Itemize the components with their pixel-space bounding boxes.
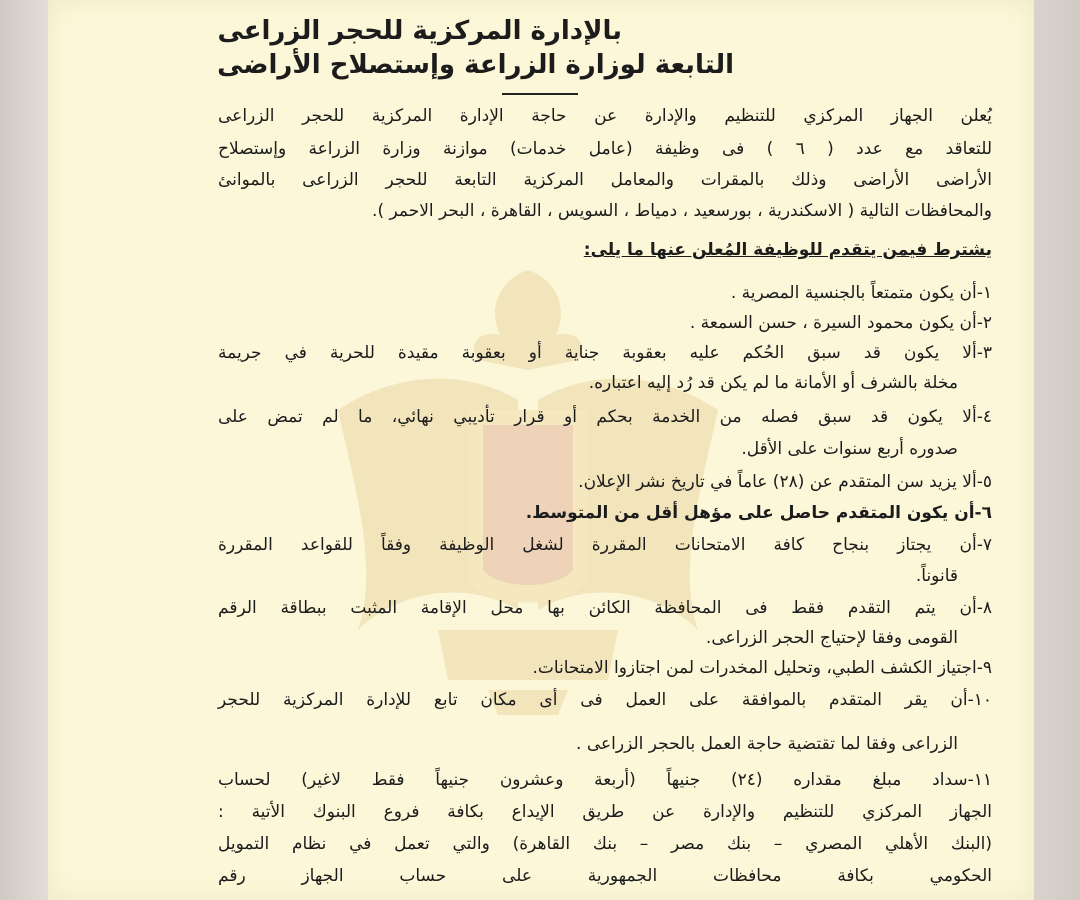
condition-3-cont: مخلة بالشرف أو الأمانة ما لم يكن قد رُد إليه اعتباره. xyxy=(588,373,958,393)
condition-text: ألا يزيد سن المتقدم عن (٢٨) عاماً في تاريخ نشر الإعلان. xyxy=(578,472,977,492)
condition-11-cont-2: (البنك الأهلي المصري – بنك مصر – بنك القاهرة) والتي تعمل في نظام التمويل xyxy=(218,834,992,854)
condition-11 xyxy=(218,770,992,790)
condition-8-cont: القومى وفقا لإحتياج الحجر الزراعى. xyxy=(705,628,958,648)
condition-number: ١٠- xyxy=(967,690,992,710)
condition-4 xyxy=(218,407,992,427)
condition-5 xyxy=(578,472,992,492)
condition-number: ٧- xyxy=(976,535,992,555)
condition-text: أن يكون محمود السيرة ، حسن السمعة . xyxy=(689,313,977,333)
condition-number: ٣- xyxy=(976,343,992,363)
condition-number: ٥- xyxy=(976,472,992,492)
condition-11-cont-3: الحكومي بكافة محافظات الجمهورية على حساب الجهاز رقم xyxy=(218,866,992,886)
left-margin xyxy=(0,0,48,900)
condition-text: ألا يكون قد سبق فصله من الخدمة بحكم أو قرار تأديبي نهائي، ما لم تمض على xyxy=(218,407,977,427)
condition-2 xyxy=(690,313,992,333)
condition-10-cont: الزراعى وفقا لما تقتضية حاجة العمل بالحجر الزراعى . xyxy=(576,734,958,754)
condition-9 xyxy=(532,658,992,678)
condition-number: ٢- xyxy=(976,313,992,333)
condition-text: أن يقر المتقدم بالموافقة على العمل فى أى مكان تابع للإدارة المركزية للحجر xyxy=(218,690,968,710)
condition-4-cont: صدوره أربع سنوات على الأقل. xyxy=(741,439,958,459)
intro-line-4: والمحافظات التالية ( الاسكندرية ، بورسعيد ، دمياط ، السويس ، القاهرة ، البحر الاحمر ). xyxy=(372,201,992,221)
condition-number: ١١- xyxy=(967,770,993,790)
intro-line-1: يُعلن الجهاز المركزي للتنظيم والإدارة عن حاجة الإدارة المركزية للحجر الزراعى xyxy=(218,106,992,126)
condition-text: أن يكون المتقدم حاصل على مؤهل أقل من المتوسط. xyxy=(525,503,975,523)
condition-number: ٨- xyxy=(976,598,992,618)
intro-line-2: للتعاقد مع عدد ( ٦ ) فى وظيفة (عامل خدمات) موازنة وزارة الزراعة وإستصلاح xyxy=(218,139,992,159)
right-margin xyxy=(1034,0,1080,900)
condition-text: أن يجتاز بنجاح كافة الامتحانات المقررة لشغل الوظيفة وفقاً للقواعد المقررة xyxy=(218,535,977,555)
condition-number: ٤- xyxy=(976,407,992,427)
condition-number: ٩- xyxy=(976,658,992,678)
header-line-2: التابعة لوزارة الزراعة وإستصلاح الأراضى xyxy=(217,50,734,80)
condition-7-cont: قانوناً. xyxy=(915,566,958,586)
header-divider xyxy=(502,93,578,95)
condition-text: أن يتم التقدم فقط فى المحافظة الكائن بها محل الإقامة المثبت ببطاقة الرقم xyxy=(218,598,977,618)
condition-6 xyxy=(526,503,992,523)
condition-text: سداد مبلغ مقداره (٢٤) جنيهاً (أربعة وعشرون جنيهاً فقط لاغير) لحساب xyxy=(218,770,968,790)
document-paper xyxy=(48,0,1034,900)
intro-line-3: الأراضى الأراضى وذلك بالمقرات والمعامل المركزية التابعة للحجر الزراعى بالموانئ xyxy=(218,170,992,190)
condition-text: أن يكون متمتعاً بالجنسية المصرية . xyxy=(730,283,977,303)
condition-text: ألا يكون قد سبق الحُكم عليه بعقوبة جناية أو بعقوبة مقيدة للحرية في جريمة xyxy=(218,343,977,363)
condition-8 xyxy=(218,598,992,618)
condition-10 xyxy=(218,690,992,710)
header-line-1: بالإدارة المركزية للحجر الزراعى xyxy=(217,16,622,46)
conditions-heading: يشترط فيمن يتقدم للوظيفة المُعلن عنها ما يلى: xyxy=(583,240,992,260)
condition-number: ١- xyxy=(976,283,992,303)
condition-text: اجتياز الكشف الطبي، وتحليل المخدرات لمن اجتازوا الامتحانات. xyxy=(532,658,977,678)
condition-11-cont-1: الجهاز المركزي للتنظيم والإدارة عن طريق الإيداع بكافة فروع البنوك الأتية : xyxy=(218,802,992,822)
document-body xyxy=(48,0,1034,900)
condition-number: ٦- xyxy=(974,503,992,523)
condition-1 xyxy=(731,283,992,303)
condition-3 xyxy=(218,343,992,363)
condition-7 xyxy=(218,535,992,555)
